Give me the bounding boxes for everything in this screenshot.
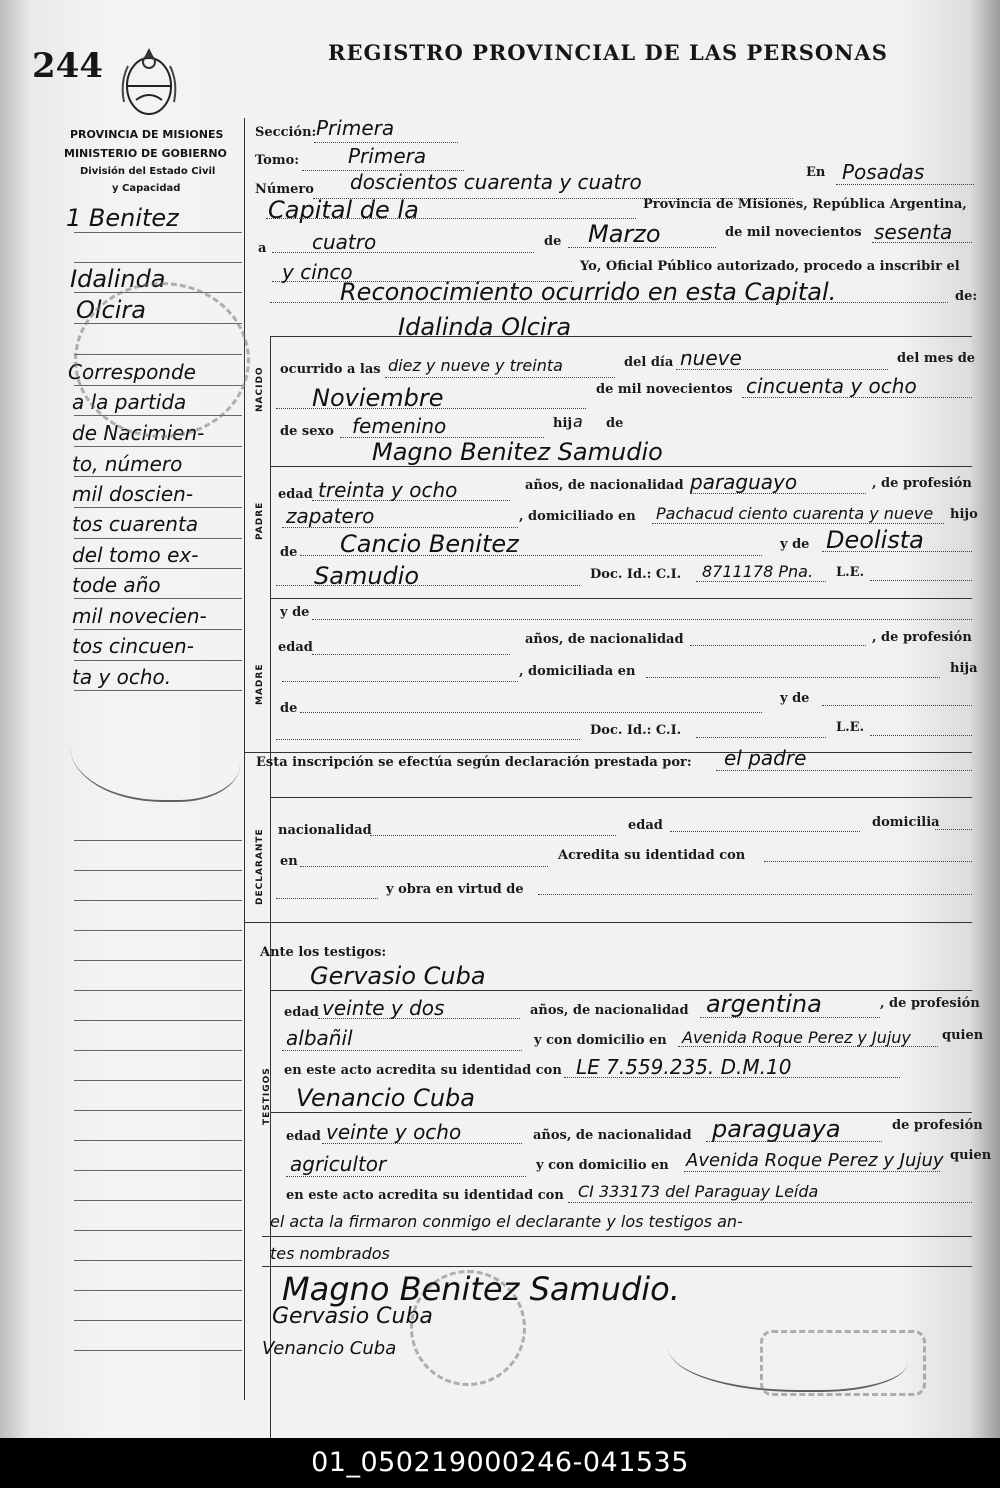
margin-line-8: mil doscien- — [72, 482, 194, 506]
section-divider — [270, 336, 271, 1438]
testigo2-nacionalidad-value: paraguaya — [712, 1115, 841, 1143]
testigo1-nombre-value: Gervasio Cuba — [310, 962, 486, 990]
acto-value: Reconocimiento ocurrido en esta Capital. — [340, 278, 837, 306]
page-number: 244 — [32, 46, 103, 86]
org-line-1: PROVINCIA DE MISIONES — [70, 128, 224, 141]
margin-divider — [244, 118, 245, 1400]
org-line-3: División del Estado Civil — [80, 166, 216, 177]
margin-line-9: tos cuarenta — [72, 512, 199, 536]
abuela-paterna-value-2: Samudio — [314, 562, 420, 590]
anio-inscripcion-value: sesenta — [874, 220, 953, 244]
anio-inscripcion-value-2: y cinco — [282, 260, 353, 284]
org-line-4: y Capacidad — [112, 183, 181, 194]
margin-line-4: Corresponde — [68, 360, 196, 384]
testigo2-edad-value: veinte y ocho — [326, 1120, 462, 1144]
cierre-linea-1: el acta la firmaron conmigo el declarante y los testigos an- — [270, 1212, 743, 1231]
seccion-value: Primera — [316, 116, 395, 140]
capital-value: Capital de la — [268, 196, 419, 224]
oficial-stamp — [760, 1330, 926, 1396]
hij-suffix: a — [573, 412, 583, 431]
register-title: REGISTRO PROVINCIAL DE LAS PERSONAS — [328, 40, 888, 65]
margin-line-14: ta y ocho. — [72, 665, 172, 689]
mes-nacimiento-value: Noviembre — [312, 384, 444, 412]
testigo1-edad-value: veinte y dos — [322, 996, 445, 1020]
declarante-value: el padre — [724, 746, 807, 770]
padre-nombre-value: Magno Benitez Samudio — [372, 438, 663, 466]
padre-edad-value: treinta y ocho — [318, 478, 458, 502]
margin-line-3: Olcira — [76, 296, 146, 324]
coat-of-arms-icon — [118, 42, 180, 122]
testigo2-domicilio-value: Avenida Roque Perez y Jujuy — [686, 1150, 944, 1171]
margin-line-1: 1 Benitez — [66, 204, 179, 232]
anio-nacimiento-value: cincuenta y ocho — [746, 374, 917, 398]
testigo1-profesion-value: albañil — [286, 1026, 353, 1050]
margin-line-12: mil novecien- — [72, 604, 207, 628]
cierre-linea-2: tes nombrados — [270, 1244, 390, 1263]
margin-line-13: tos cincuen- — [72, 634, 194, 658]
padre-nacionalidad-value: paraguayo — [690, 470, 798, 494]
image-id-caption: 01_050219000246-041535 — [0, 1438, 1000, 1488]
padre-ci-value: 8711178 Pna. — [702, 562, 814, 581]
margin-line-11: tode año — [72, 573, 161, 597]
en-value: Posadas — [842, 160, 925, 184]
abuela-paterna-value: Deolista — [826, 526, 924, 554]
margin-line-10: del tomo ex- — [72, 543, 199, 567]
padre-profesion-value: zapatero — [286, 504, 375, 528]
testigo2-nombre-value: Venancio Cuba — [296, 1084, 475, 1112]
testigo1-documento-value: LE 7.559.235. D.M.10 — [576, 1055, 792, 1079]
tomo-value: Primera — [348, 144, 427, 168]
register-page: 244 REGISTRO PROVINCIAL DE LAS PERSONAS PROVINCIA DE MISIONES MINISTERIO DE GOBIERNO División del Estado Civil y Capacidad 1 Benitez Idalinda Olcira Corresponde a la partida de Nacimien- to, número mil doscien- tos cuarenta del tomo ex- tode año mil novecien- tos cincuen- ta y ocho. Sección: Primera Tomo: Primera Número doscientos cuarenta y cuatro En Posadas Capital de la Provincia de Misiones, República Argentina, a cuatro de Marzo de mil novecientos sesenta y cinco Yo, Oficial Público autorizado, procedo a inscribir el Reconocimiento ocurrido en esta Capital. de: Idalinda Olcira NACIDO ocurrido a las diez y nueve y treinta del día nueve del mes de Noviembre de mil novecientos cincuenta y ocho de sexo femenino hij a de Magno Benitez Samudio PADRE edad treinta y ocho años, de nacionalidad paraguayo , de profesión zapatero , domiciliado en Pachacud ciento cuarenta y nueve hijo de Cancio Benitez y de Deolista Samudio Doc. Id.: C.I. 8711178 Pna. L.E. MADRE y de edad años, de nacionalidad , de profesión , domiciliada en hija de y de Doc. Id.: C.I. L.E. Esta inscripción se efectúa según declaración prestada por: el padre DECLARANTE nacionalidad edad domicilia en Acredita su identidad con y obra en virtud de Ante los testigos: TESTIGOS Gervasio Cuba edad veinte y dos años, de nacionalidad argentina , de profesión albañil y con domicilio en Avenida Roque Perez y Jujuy quien en este acto acredita su identidad con LE 7.559.235. D.M.10 Venancio Cuba edad veinte y ocho años, de nacionalidad paraguaya de profesión agricultor y con domicilio en Avenida Roque Perez y Jujuy quien en este acto acredita su identidad con CI 333173 del Paraguay Leída el acta la firmaron conmigo el declarante y los testigos an- tes nombrados Magno Benitez Samudio. Gervasio Cuba Venancio Cuba — [0, 0, 1000, 1438]
margin-line-2: Idalinda — [70, 265, 166, 293]
sexo-value: femenino — [352, 414, 447, 438]
testigo1-domicilio-value: Avenida Roque Perez y Jujuy — [682, 1028, 911, 1047]
mes-inscripcion-value: Marzo — [588, 220, 661, 248]
dia-inscripcion-value: cuatro — [312, 230, 377, 254]
padre-domicilio-value: Pachacud ciento cuarenta y nueve — [656, 504, 934, 523]
firma-testigo-1: Gervasio Cuba — [272, 1304, 433, 1329]
numero-value: doscientos cuarenta y cuatro — [350, 170, 642, 194]
hora-nacimiento-value: diez y nueve y treinta — [388, 356, 563, 375]
testigo2-profesion-value: agricultor — [290, 1152, 387, 1176]
margin-line-7: to, número — [72, 452, 183, 476]
margin-stamp — [74, 282, 250, 438]
margin-line-6: de Nacimien- — [72, 421, 205, 445]
firma-declarante: Magno Benitez Samudio. — [282, 1270, 680, 1308]
nombre-inscripto-value: Idalinda Olcira — [398, 313, 572, 341]
margin-signature — [70, 700, 240, 802]
testigo1-nacionalidad-value: argentina — [706, 990, 822, 1018]
margin-line-5: a la partida — [72, 390, 187, 414]
testigo2-documento-value: CI 333173 del Paraguay Leída — [578, 1182, 819, 1201]
dia-nacimiento-value: nueve — [680, 346, 742, 370]
firma-testigo-2: Venancio Cuba — [262, 1338, 397, 1359]
abuelo-paterno-value: Cancio Benitez — [340, 530, 519, 558]
org-line-2: MINISTERIO DE GOBIERNO — [64, 147, 227, 160]
